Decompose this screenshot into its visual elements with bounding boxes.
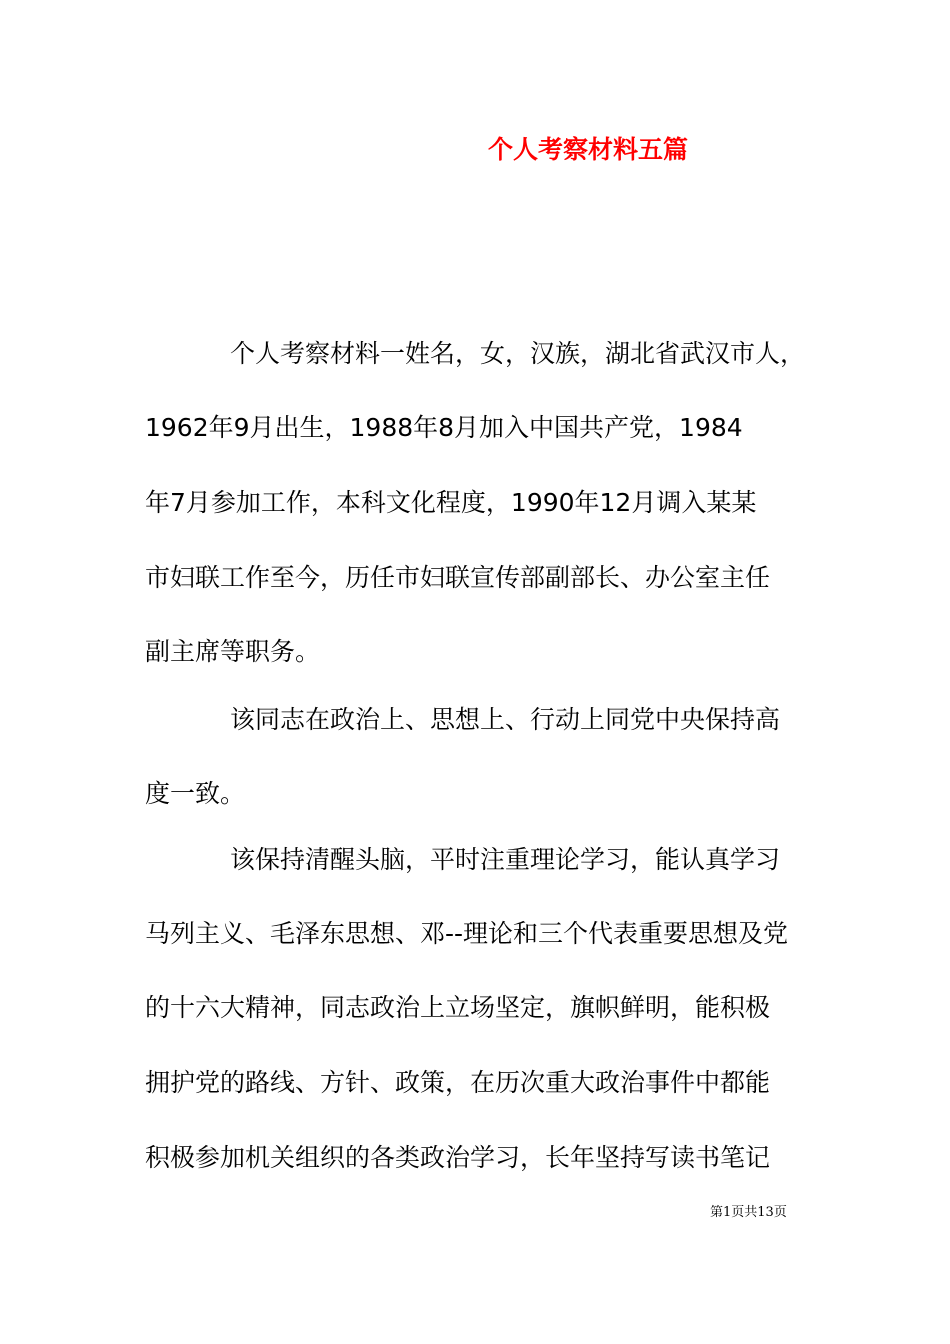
document-title: 个人考察材料五篇 bbox=[488, 135, 689, 164]
paragraph-line: 积极参加机关组织的各类政治学习，长年坚持写读书笔记 bbox=[145, 1143, 771, 1172]
paragraph-line: 副主席等职务。 bbox=[145, 637, 321, 666]
paragraph-line: 马列主义、毛泽东思想、邓--理论和三个代表重要思想及党 bbox=[145, 919, 789, 948]
paragraph-line: 市妇联工作至今，历任市妇联宣传部副部长、办公室主任 bbox=[145, 563, 771, 592]
paragraph-line: 该同志在政治上、思想上、行动上同党中央保持高 bbox=[230, 705, 781, 734]
paragraph-line: 年7月参加工作，本科文化程度，1990年12月调入某某 bbox=[145, 488, 757, 517]
page-footer: 第1页共13页 bbox=[710, 1205, 787, 1220]
paragraph-line: 该保持清醒头脑，平时注重理论学习，能认真学习 bbox=[230, 845, 781, 874]
paragraph-line: 拥护党的路线、方针、政策，在历次重大政治事件中都能 bbox=[145, 1068, 771, 1097]
paragraph-line: 度一致。 bbox=[145, 779, 246, 808]
paragraph-line: 1962年9月出生，1988年8月加入中国共产党，1984 bbox=[145, 413, 743, 442]
paragraph-line: 的十六大精神，同志政治上立场坚定，旗帜鲜明，能积极 bbox=[145, 993, 771, 1022]
paragraph-line: 个人考察材料一姓名，女，汉族，湖北省武汉市人， bbox=[230, 339, 806, 368]
